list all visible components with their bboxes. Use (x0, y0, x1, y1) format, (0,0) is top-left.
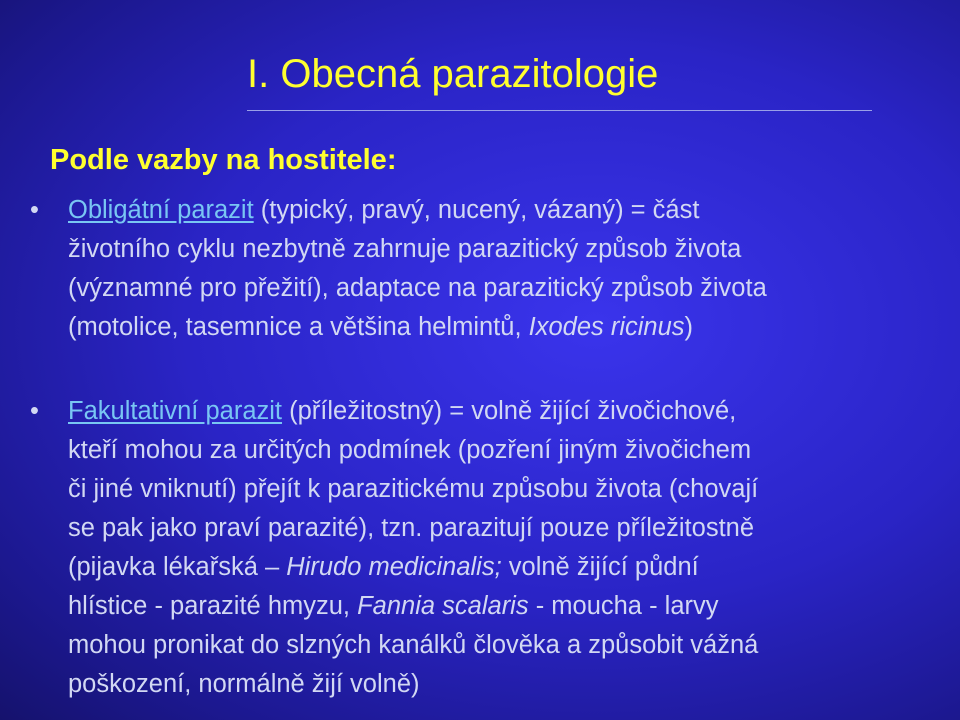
text-run: hlístice - parazité hmyzu, (68, 592, 358, 620)
bullet-line (30, 431, 950, 470)
title-divider (247, 110, 872, 111)
bullet-line (30, 191, 950, 230)
slide-title: I. Obecná parazitologie (247, 52, 659, 96)
text-run: kteří mohou za určitých podmínek (pozření jiným živočichem (68, 436, 752, 464)
text-run: (motolice, tasemnice a většina helmintů, (68, 313, 529, 341)
bullet-line (30, 392, 950, 431)
bullet-line (30, 470, 950, 509)
text-run: se pak jako praví parazité), tzn. parazitují pouze příležitostně (68, 514, 755, 542)
text-run: volně žijící půdní (501, 553, 699, 581)
text-run: mohou pronikat do slzných kanálků člověka a způsobit vážná (68, 631, 759, 659)
bullet-line (30, 269, 950, 308)
text-run: - moucha - larvy (528, 592, 719, 620)
bullet-icon: • (30, 397, 39, 425)
bullet-line (30, 665, 950, 704)
bullet-line (30, 509, 950, 548)
text-run: (pijavka lékařská – (68, 553, 287, 581)
obligatni-parazit-link[interactable]: Obligátní parazit (68, 196, 254, 224)
bullet-line (30, 626, 950, 665)
species-name: Hirudo medicinalis; (286, 553, 502, 581)
text-run: životního cyklu nezbytně zahrnuje parazitický způsob života (68, 235, 742, 263)
bullet-icon: • (30, 196, 39, 224)
species-name: Fannia scalaris (357, 592, 529, 620)
bullet-line (30, 308, 950, 347)
bullet-line (30, 230, 950, 269)
bullet-line (30, 587, 950, 626)
text-run: (příležitostný) = volně žijící živočichové, (282, 397, 737, 425)
text-run: (významné pro přežití), adaptace na parazitický způsob života (68, 274, 767, 302)
bullet-item-fakultativni (30, 392, 950, 704)
text-run: ) (684, 313, 694, 341)
text-run: (typický, pravý, nucený, vázaný) = část (253, 196, 700, 224)
text-run: či jiné vniknutí) přejít k parazitickému způsobu života (chovají (68, 475, 759, 503)
species-name: Ixodes ricinus (528, 313, 685, 341)
bullet-line (30, 548, 950, 587)
text-run: poškození, normálně žijí volně) (68, 670, 420, 698)
slide-subtitle: Podle vazby na hostitele: (50, 144, 397, 176)
bullet-item-obligatni (30, 191, 950, 347)
fakultativni-parazit-link[interactable]: Fakultativní parazit (68, 397, 283, 425)
